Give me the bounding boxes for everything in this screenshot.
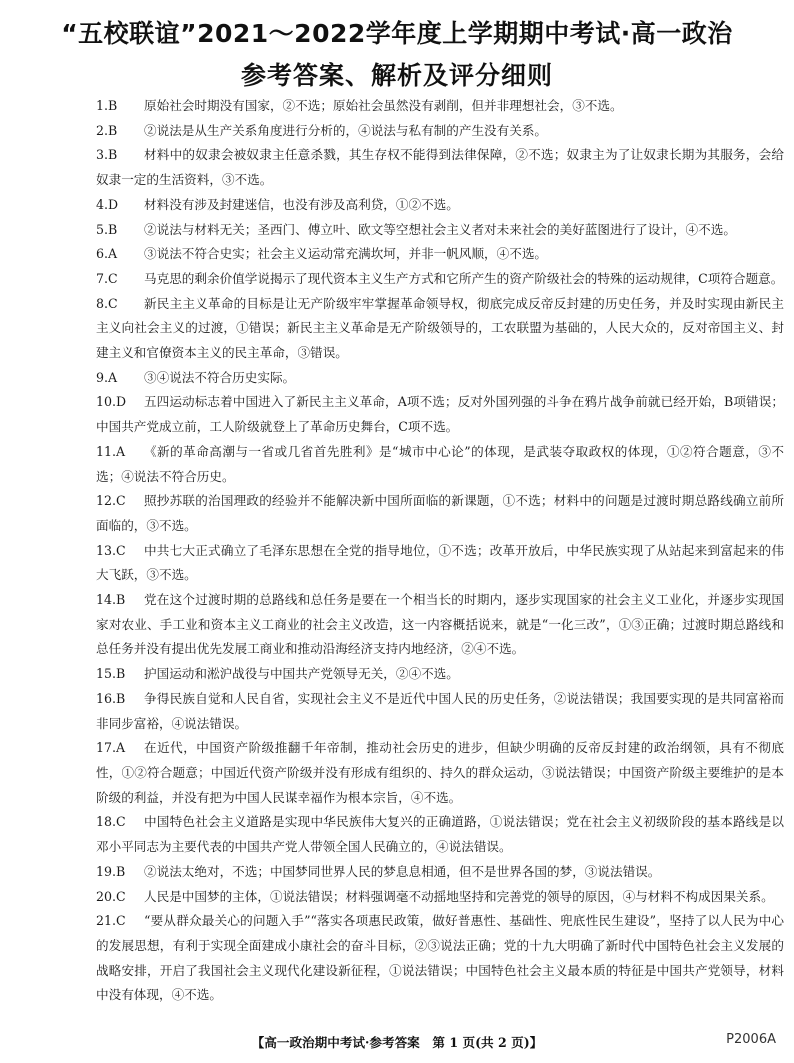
answer-explanation: 新民主主义革命的目标是让无产阶级牢牢掌握革命领导权，彻底完成反帝反封建的历史任务，并及时实现由新民主主义向社会主义的过渡，①错误；新民主主义革命是无产阶级领导的，工农联盟为基础的，人民大众的，反对帝国主义、封建主义和官僚资本主义的民主革命，③错误。 <box>96 295 784 361</box>
answer-explanation: “要从群众最关心的问题入手”“落实各项惠民政策，做好普惠性、基础性、兜底性民生建设”，坚持了以人民为中心的发展思想，有利于实现全面建成小康社会的奋斗目标，②③说法正确；党的十九大明确了新时代中国特色社会主义发展的战略安排，开启了我国社会主义现代化建设新征程，①说法错误；中国特色社会主义最本质的特征是中国共产党领导，材料中没有体现，④不选。 <box>96 913 784 1003</box>
answer-number: 11.A <box>96 443 126 459</box>
answer-item <box>96 440 784 489</box>
answer-explanation: ②说法与材料无关；圣西门、傅立叶、欧文等空想社会主义者对未来社会的美好蓝图进行了设计，④不选。 <box>144 221 736 237</box>
answer-item <box>96 218 784 243</box>
answer-number: 3.B <box>96 147 118 163</box>
answer-list <box>96 94 784 1008</box>
answer-number: 7.C <box>96 270 118 286</box>
answer-item <box>96 909 784 1008</box>
page-title: “五校联谊”2021～2022学年度上学期期中考试·高一政治 <box>61 19 733 48</box>
answer-number: 13.C <box>96 542 126 558</box>
answer-explanation: 人民是中国梦的主体，①说法错误；材料强调毫不动摇地坚持和完善党的领导的原因，④与材料不构成因果关系。 <box>144 888 774 904</box>
answer-number: 6.A <box>96 246 118 262</box>
page-footer: 【高一政治期中考试·参考答案 第 1 页(共 2 页)】 <box>251 1035 543 1050</box>
answer-explanation: 原始社会时期没有国家，②不选；原始社会虽然没有剥削，但并非理想社会，③不选。 <box>144 98 623 113</box>
answer-item <box>96 94 784 119</box>
answer-number: 4.D <box>96 196 119 212</box>
answer-number: 12.C <box>96 493 126 509</box>
answer-number: 10.D <box>96 394 127 410</box>
answer-explanation: 中国特色社会主义道路是实现中华民族伟大复兴的正确道路，①说法错误；党在社会主义初级阶段的基本路线是以邓小平同志为主要代表的中国共产党人带领全国人民确立的，④说法错误。 <box>96 814 784 855</box>
answer-explanation: 《新的革命高潮与一省或几省首先胜利》是“城市中心论”的体现，是武装夺取政权的体现，①②符合题意，③不选；④说法不符合历史。 <box>96 443 784 484</box>
answer-item <box>96 489 784 538</box>
answer-explanation: ②说法太绝对，不选；中国梦同世界人民的梦息息相通，但不是世界各国的梦，③说法错误。 <box>144 863 661 879</box>
answer-explanation: 照抄苏联的治国理政的经验并不能解决新中国所面临的新课题，①不选；材料中的问题是过渡时期总路线确立前所面临的，③不选。 <box>96 493 784 533</box>
answer-explanation: 材料没有涉及封建迷信，也没有涉及高利贷，①②不选。 <box>144 196 459 212</box>
answer-explanation: 中共七大正式确立了毛泽东思想在全党的指导地位，①不选；改革开放后，中华民族实现了从站起来到富起来的伟大飞跃，③不选。 <box>96 542 784 583</box>
answer-item <box>96 292 784 366</box>
answer-number: 2.B <box>96 122 118 138</box>
answer-explanation: 在近代，中国资产阶级推翻千年帝制，推动社会历史的进步，但缺少明确的反帝反封建的政治纲领，具有不彻底性，①②符合题意；中国近代资产阶级并没有形成有组织的、持久的群众运动，③说法错误；中国资产阶级主要维护的是本阶级的利益，并没有把为中国人民谋幸福作为根本宗旨，④不选。 <box>96 740 784 805</box>
answer-number: 21.C <box>96 913 126 929</box>
answer-item <box>96 687 784 736</box>
answer-item <box>96 662 784 687</box>
answer-item <box>96 885 784 910</box>
answer-number: 1.B <box>96 98 118 113</box>
answer-item <box>96 366 784 391</box>
answer-item <box>96 119 784 144</box>
answer-item <box>96 267 784 292</box>
answer-item <box>96 193 784 218</box>
paper-code: P2006A <box>726 1032 776 1047</box>
answer-number: 18.C <box>96 814 126 830</box>
answer-explanation: ③说法不符合史实；社会主义运动常充满坎坷，并非一帆风顺，④不选。 <box>144 246 547 262</box>
answer-number: 14.B <box>96 592 126 608</box>
page-subtitle: 参考答案、解析及评分细则 <box>240 61 553 90</box>
answer-item <box>96 736 784 810</box>
answer-number: 8.C <box>96 295 118 311</box>
answer-explanation: 马克思的剩余价值学说揭示了现代资本主义生产方式和它所产生的资产阶级社会的特殊的运动规律，C项符合题意。 <box>144 270 784 286</box>
answer-explanation: 护国运动和淞沪战役与中国共产党领导无关，②④不选。 <box>144 666 459 682</box>
answer-number: 9.A <box>96 369 118 385</box>
answer-item <box>96 143 784 192</box>
answer-item <box>96 390 784 439</box>
answer-explanation: ②说法是从生产关系角度进行分析的，④说法与私有制的产生没有关系。 <box>144 122 547 138</box>
answer-explanation: 材料中的奴隶会被奴隶主任意杀戮，其生存权不能得到法律保障，②不选；奴隶主为了让奴隶长期为其服务，会给奴隶一定的生活资料，③不选。 <box>96 147 784 188</box>
answer-explanation: 五四运动标志着中国进入了新民主主义革命，A项不选；反对外国列强的斗争在鸦片战争前就已经开始，B项错误；中国共产党成立前，工人阶级就登上了革命历史舞台，C项不选。 <box>96 394 784 435</box>
answer-item <box>96 860 784 885</box>
answer-explanation: 党在这个过渡时期的总路线和总任务是要在一个相当长的时期内，逐步实现国家的社会主义工业化，并逐步实现国家对农业、手工业和资本主义工商业的社会主义改造，这一内容概括说来，就是“一化三改”，①③正确；过渡时期总路线和总任务并没有提出优先发展工商业和推动沿海经济支持内地经济，②④不选。 <box>96 592 784 657</box>
answer-number: 16.B <box>96 690 126 706</box>
answer-number: 15.B <box>96 666 126 682</box>
answer-item <box>96 539 784 588</box>
answer-number: 5.B <box>96 221 118 237</box>
answer-number: 20.C <box>96 888 126 904</box>
answer-explanation: 争得民族自觉和人民自省，实现社会主义不是近代中国人民的历史任务，②说法错误；我国要实现的是共同富裕而非同步富裕，④说法错误。 <box>96 690 784 731</box>
answer-item <box>96 588 784 662</box>
answer-explanation: ③④说法不符合历史实际。 <box>144 369 296 385</box>
answer-number: 19.B <box>96 863 126 879</box>
answer-item <box>96 810 784 859</box>
answer-item <box>96 242 784 267</box>
answer-number: 17.A <box>96 740 126 756</box>
